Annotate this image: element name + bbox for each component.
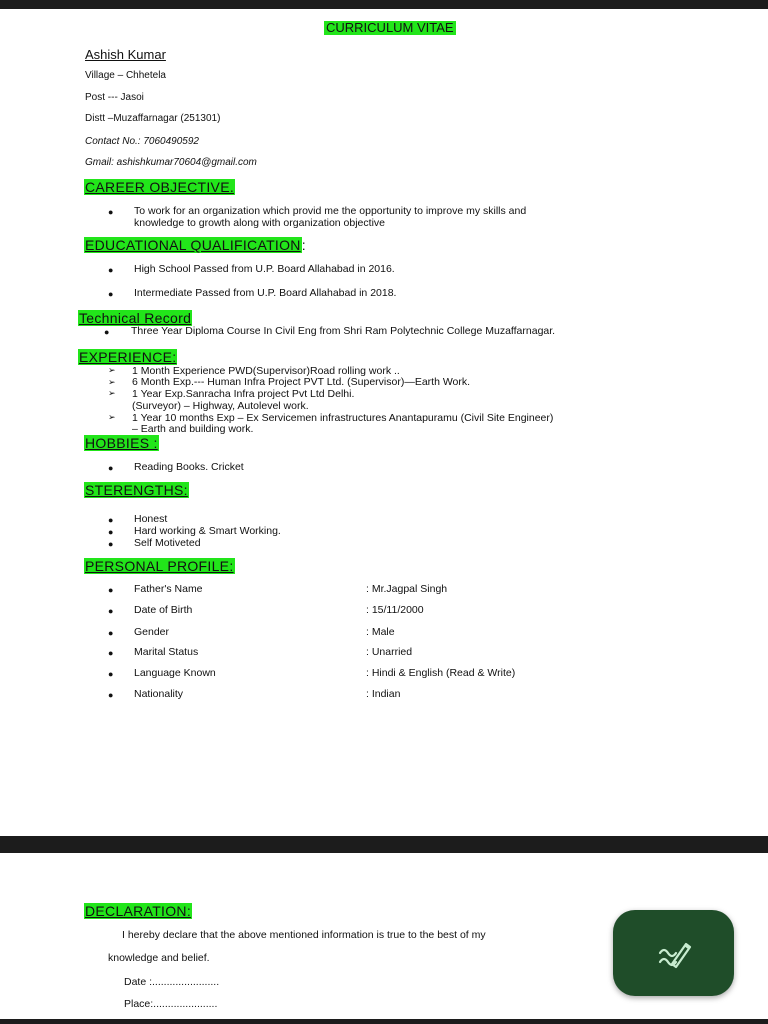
strength-item: Honest — [134, 513, 168, 525]
personal-profile-heading: PERSONAL PROFILE: — [85, 558, 234, 574]
profile-label: Father's Name — [134, 583, 203, 595]
declaration-text-cont: knowledge and belief. — [108, 952, 210, 964]
profile-value: : Hindi & English (Read & Write) — [366, 667, 516, 679]
experience-item-cont: – Earth and building work. — [132, 423, 254, 435]
page-separator — [0, 836, 768, 853]
strength-item: Hard working & Smart Working. — [134, 525, 281, 537]
arrow-bullet-icon: ➢ — [108, 365, 116, 375]
bullet-icon: ● — [108, 289, 114, 299]
experience-item: 6 Month Exp.--- Human Infra Project PVT Ltd. (Supervisor)—Earth Work. — [132, 376, 471, 388]
profile-value: : Mr.Jagpal Singh — [366, 583, 448, 595]
technical-record-item: Three Year Diploma Course In Civil Eng from Shri Ram Polytechnic College Muzaffarnagar. — [131, 325, 556, 337]
profile-label: Marital Status — [134, 646, 199, 658]
bullet-icon: ● — [108, 606, 114, 616]
bullet-icon: ● — [108, 463, 114, 473]
strength-item: Self Motiveted — [134, 537, 201, 549]
experience-item: 1 Year 10 months Exp – Ex Servicemen infrastructures Anantapuramu (Civil Site Engineer) — [132, 412, 554, 424]
arrow-bullet-icon: ➢ — [108, 388, 116, 398]
experience-heading: EXPERIENCE: — [79, 349, 177, 365]
technical-record-heading: Technical Record — [79, 310, 192, 326]
bullet-icon: ● — [108, 690, 114, 700]
arrow-bullet-icon: ➢ — [108, 412, 116, 422]
bullet-icon: ● — [108, 628, 114, 638]
bullet-icon: ● — [104, 327, 110, 337]
experience-item: 1 Year Exp.Sanracha Infra project Pvt Ltd Delhi. — [132, 388, 355, 400]
career-objective-text-cont: knowledge to growth along with organization objective — [134, 217, 385, 229]
profile-label: Nationality — [134, 688, 184, 700]
date-field: Date :....................... — [124, 976, 220, 988]
education-item: High School Passed from U.P. Board Allahabad in 2016. — [134, 263, 395, 275]
bullet-icon: ● — [108, 669, 114, 679]
place-field: Place:...................... — [124, 998, 218, 1010]
declaration-text: I hereby declare that the above mentioned information is true to the best of my — [122, 929, 486, 941]
education-heading: EDUCATIONAL QUALIFICATION — [85, 237, 301, 253]
bullet-icon: ● — [108, 527, 114, 537]
profile-value: : Male — [366, 626, 395, 638]
strengths-heading: STERENGTHS: — [85, 482, 188, 498]
declaration-heading: DECLARATION: — [85, 903, 192, 919]
profile-value: : Unarried — [366, 646, 413, 658]
career-objective-heading: CAREER OBJECTIVE. — [85, 179, 235, 195]
cv-title: CURRICULUM VITAE — [326, 20, 454, 35]
edit-pen-icon — [654, 936, 694, 970]
profile-value: : Indian — [366, 688, 401, 700]
bullet-icon: ● — [108, 515, 114, 525]
bullet-icon: ● — [108, 585, 114, 595]
address-village: Village – Chhetela — [85, 70, 166, 81]
experience-item: 1 Month Experience PWD(Supervisor)Road rolling work .. — [132, 365, 400, 377]
address-post: Post --- Jasoi — [85, 92, 144, 103]
bullet-icon: ● — [108, 207, 114, 217]
education-heading-row — [84, 237, 306, 255]
bottom-bar — [0, 1019, 768, 1024]
bullet-icon: ● — [108, 265, 114, 275]
gmail-address: Gmail: ashishkumar70604@gmail.com — [85, 157, 257, 168]
edit-fab-button[interactable] — [613, 910, 734, 996]
profile-label: Gender — [134, 626, 170, 638]
profile-label: Date of Birth — [134, 604, 193, 616]
address-district: Distt –Muzaffarnagar (251301) — [85, 113, 221, 124]
top-bar — [0, 0, 768, 9]
education-item: Intermediate Passed from U.P. Board Allahabad in 2018. — [134, 287, 397, 299]
hobbies-item: Reading Books. Cricket — [134, 461, 244, 473]
bullet-icon: ● — [108, 648, 114, 658]
candidate-name: Ashish Kumar — [85, 47, 166, 62]
hobbies-heading: HOBBIES : — [85, 435, 158, 451]
arrow-bullet-icon: ➢ — [108, 377, 116, 387]
education-heading-colon: : — [301, 237, 306, 253]
bullet-icon: ● — [108, 539, 114, 549]
profile-value: : 15/11/2000 — [366, 604, 424, 616]
experience-item-cont: (Surveyor) – Highway, Autolevel work. — [132, 400, 309, 412]
career-objective-text: To work for an organization which provid me the opportunity to improve my skills and — [134, 205, 527, 217]
contact-number: Contact No.: 7060490592 — [85, 136, 199, 147]
profile-label: Language Known — [134, 667, 216, 679]
